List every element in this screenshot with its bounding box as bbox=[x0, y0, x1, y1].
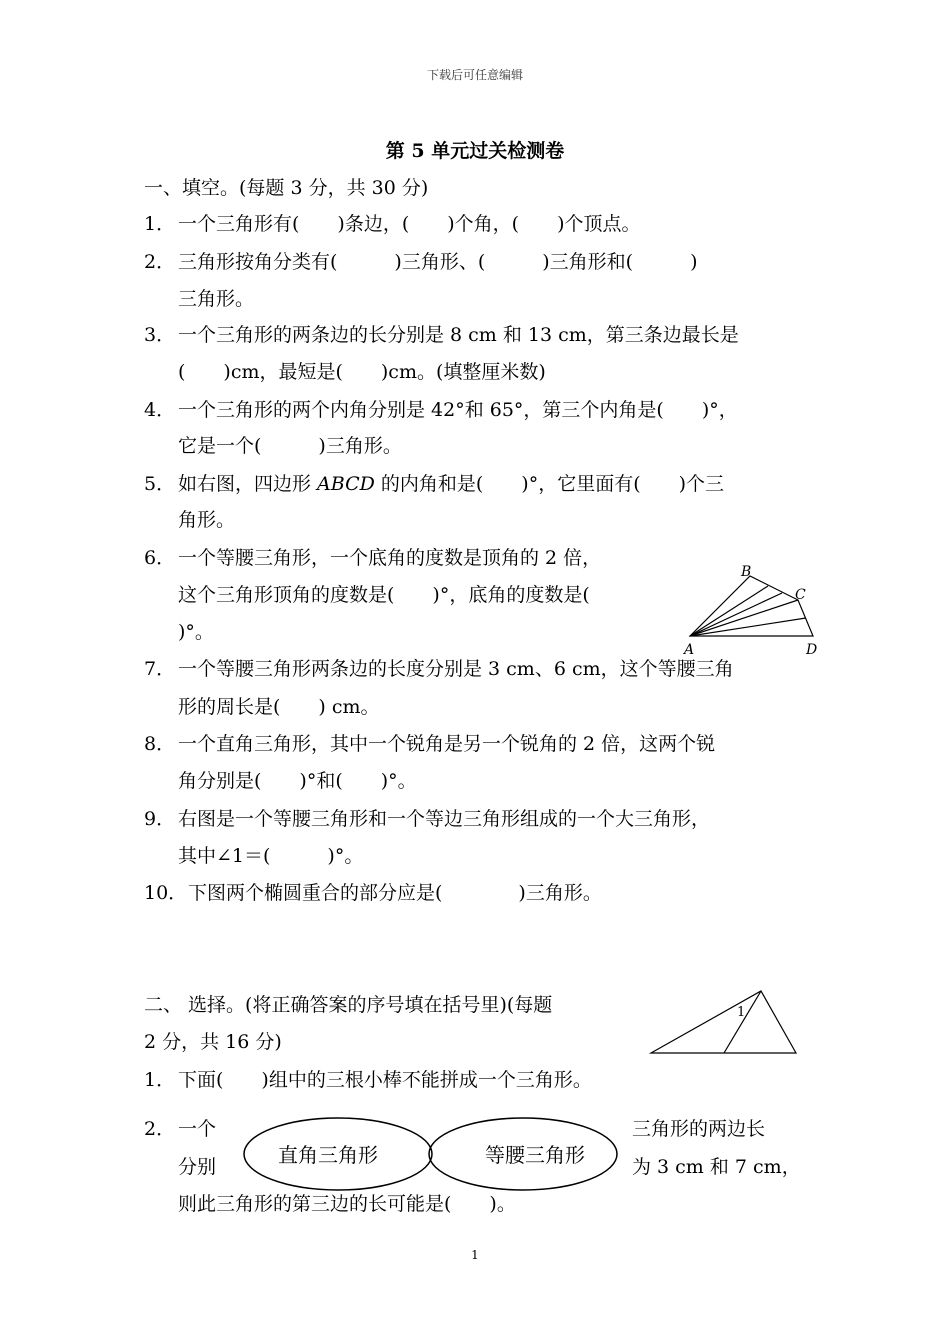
s2-q1-number: 1． bbox=[144, 1069, 176, 1091]
q5-line1 bbox=[144, 472, 724, 496]
q6-number: 6． bbox=[144, 547, 176, 569]
page-number: 1 bbox=[471, 1248, 479, 1262]
venn-ellipses-figure bbox=[238, 1114, 622, 1196]
q8-line1 bbox=[144, 732, 715, 756]
q3-text: 一个三角形的两条边的长分别是 8 cm 和 13 cm，第三条边最长是 bbox=[178, 324, 739, 346]
big-triangle-outline bbox=[651, 991, 796, 1053]
s2-q2-number: 2． bbox=[144, 1118, 176, 1140]
q6-line3: )°。 bbox=[178, 621, 214, 643]
q5-text-a: 如右图，四边形 bbox=[178, 473, 318, 495]
q5-line2: 角形。 bbox=[178, 509, 236, 531]
q3-number: 3． bbox=[144, 324, 176, 346]
diagonal-ac bbox=[690, 600, 798, 636]
q2-text: 三角形按角分类有( )三角形、( )三角形和( ) bbox=[178, 251, 698, 273]
angle-1-label: 1 bbox=[737, 1005, 746, 1020]
label-d: D bbox=[806, 642, 818, 658]
q4-number: 4． bbox=[144, 399, 176, 421]
venn-left-label: 直角三角形 bbox=[278, 1143, 378, 1167]
q8-text: 一个直角三角形，其中一个锐角是另一个锐角的 2 倍，这两个锐 bbox=[178, 733, 716, 755]
q7-text: 一个等腰三角形两条边的长度分别是 3 cm、6 cm，这个等腰三角 bbox=[178, 658, 734, 680]
q9-text: 右图是一个等腰三角形和一个等边三角形组成的一个大三角形， bbox=[178, 808, 711, 830]
q6-line2: 这个三角形顶角的度数是( )°，底角的度数是( bbox=[178, 584, 590, 606]
q1-number: 1． bbox=[144, 213, 176, 235]
q5-text-c: 的内角和是( )°，它里面有( )个三 bbox=[374, 473, 725, 495]
q10-text: 下图两个椭圆重合的部分应是( )三角形。 bbox=[188, 882, 602, 904]
q6-line1 bbox=[144, 546, 601, 570]
q4-text: 一个三角形的两个内角分别是 42°和 65°，第三个内角是( )°， bbox=[178, 399, 738, 421]
q6-text: 一个等腰三角形，一个底角的度数是顶角的 2 倍， bbox=[178, 547, 602, 569]
q2-number: 2． bbox=[144, 251, 176, 273]
q8-number: 8． bbox=[144, 733, 176, 755]
page-title: 第 5 单元过关检测卷 bbox=[385, 140, 565, 162]
s2-q2-line3: 则此三角形的第三边的长可能是( )。 bbox=[178, 1193, 516, 1215]
q1-line1 bbox=[144, 212, 640, 236]
q5-quad-name: ABCD bbox=[317, 473, 375, 495]
s2-q2-line1-right: 三角形的两边长 bbox=[632, 1118, 766, 1140]
q9-number: 9． bbox=[144, 808, 176, 830]
page-header: 下载后可任意编辑 bbox=[426, 68, 523, 82]
s2-q1-line1 bbox=[144, 1068, 592, 1092]
q7-number: 7． bbox=[144, 658, 176, 680]
q9-line1 bbox=[144, 807, 710, 831]
inner-dividing-line bbox=[724, 991, 761, 1053]
s2-q1-text: 下面( )组中的三根小棒不能拼成一个三角形。 bbox=[178, 1069, 592, 1091]
q4-line2: 它是一个( )三角形。 bbox=[178, 435, 402, 457]
q10-line1 bbox=[144, 881, 602, 905]
label-a: A bbox=[684, 642, 695, 658]
inner-line-3 bbox=[690, 618, 806, 636]
q3-line2: ( )cm，最短是( )cm。(填整厘米数) bbox=[178, 361, 546, 383]
section2-heading-line1: 二、 选择。(将正确答案的序号填在括号里)(每题 bbox=[144, 994, 553, 1016]
q5-number: 5． bbox=[144, 473, 176, 495]
q8-line2: 角分别是( )°和( )°。 bbox=[178, 770, 417, 792]
s2-q2-line2-left: 分别 bbox=[178, 1156, 217, 1178]
q3-line1 bbox=[144, 323, 739, 347]
q1-text: 一个三角形有( )条边，( )个角，( )个顶点。 bbox=[178, 213, 641, 235]
q4-line1 bbox=[144, 398, 738, 422]
s2-q2-line2-right: 为 3 cm 和 7 cm， bbox=[632, 1156, 801, 1178]
q7-line2: 形的周长是( ) cm。 bbox=[178, 696, 380, 718]
quadrilateral-abcd-figure bbox=[680, 560, 830, 660]
section1-heading: 一、填空。(每题 3 分，共 30 分) bbox=[144, 177, 429, 199]
q10-number: 10． bbox=[144, 882, 188, 904]
inner-line-1 bbox=[690, 586, 768, 636]
s2-q2-line1-left bbox=[144, 1117, 216, 1141]
triangle-angle-figure bbox=[645, 985, 805, 1060]
q2-line1 bbox=[144, 250, 697, 274]
venn-right-label: 等腰三角形 bbox=[485, 1143, 585, 1167]
q2-line2: 三角形。 bbox=[178, 288, 255, 310]
section2-heading-line2: 2 分，共 16 分) bbox=[144, 1031, 282, 1053]
q9-line2: 其中∠1＝( )°。 bbox=[178, 845, 364, 867]
s2-q2-text-a: 一个 bbox=[178, 1118, 217, 1140]
label-b: B bbox=[741, 564, 752, 580]
q7-line1 bbox=[144, 657, 734, 681]
label-c: C bbox=[795, 587, 806, 603]
inner-line-2 bbox=[690, 593, 782, 636]
